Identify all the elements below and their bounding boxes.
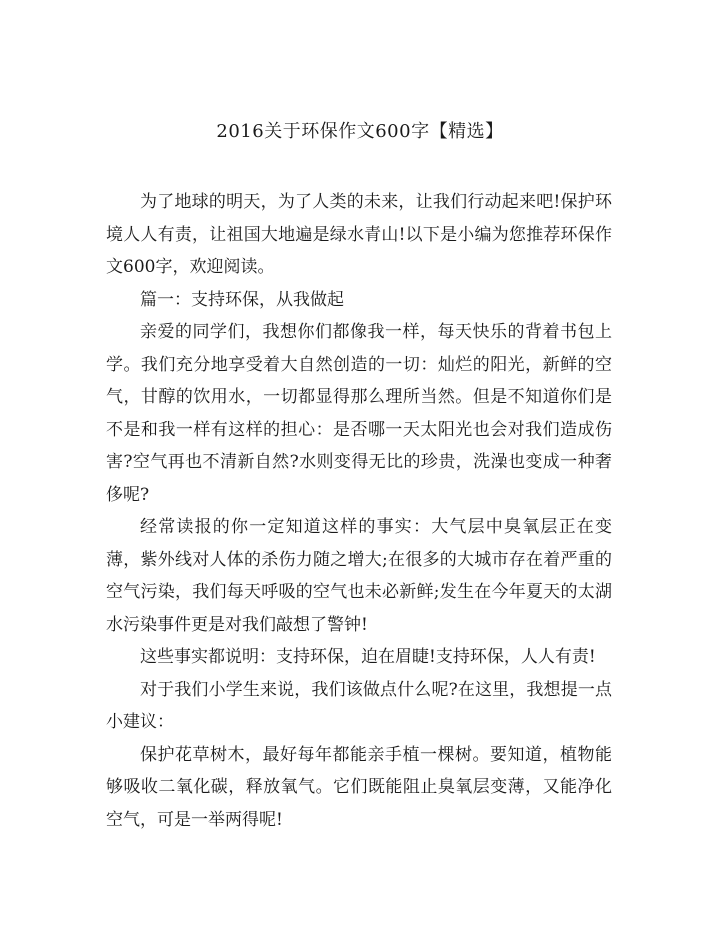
- paragraph-1: 亲爱的同学们，我想你们都像我一样，每天快乐的背着书包上学。我们充分地享受着大自然创造的一切：灿烂的阳光，新鲜的空气，甘醇的饮用水，一切都显得那么理所当然。但是不知道你们是不是和我一样有这样的担心：是否哪一天太阳光也会对我们造成伤害?空气再也不清新自然?水则变得无比的珍贵，洗澡也变成一种奢侈呢?: [106, 322, 612, 505]
- document-title: 2016关于环保作文600字【精选】: [216, 121, 504, 142]
- paragraph-intro: 为了地球的明天，为了人类的未来，让我们行动起来吧!保护环境人人有责，让祖国大地遍是绿水青山!以下是小编为您推荐环保作文600字，欢迎阅读。: [106, 192, 612, 277]
- paragraph-4: 对于我们小学生来说，我们该做点什么呢?在这里，我想提一点小建议：: [106, 679, 612, 732]
- paragraph-2: 经常读报的你一定知道这样的事实：大气层中臭氧层正在变薄，紫外线对人体的杀伤力随之增大;在很多的大城市存在着严重的空气污染，我们每天呼吸的空气也未必新鲜;发生在今年夏天的太湖水污染事件更是对我们敲想了警钟!: [106, 517, 612, 635]
- paragraph-3: 这些事实都说明：支持环保，迫在眉睫!支持环保，人人有责!: [140, 647, 596, 667]
- paragraph-5: 保护花草树木，最好每年都能亲手植一棵树。要知道，植物能够吸收二氧化碳，释放氧气。它们既能阻止臭氧层变薄，又能净化空气，可是一举两得呢!: [106, 744, 612, 830]
- document-body: [106, 186, 612, 836]
- section-heading: 篇一：支持环保，从我做起: [140, 289, 344, 310]
